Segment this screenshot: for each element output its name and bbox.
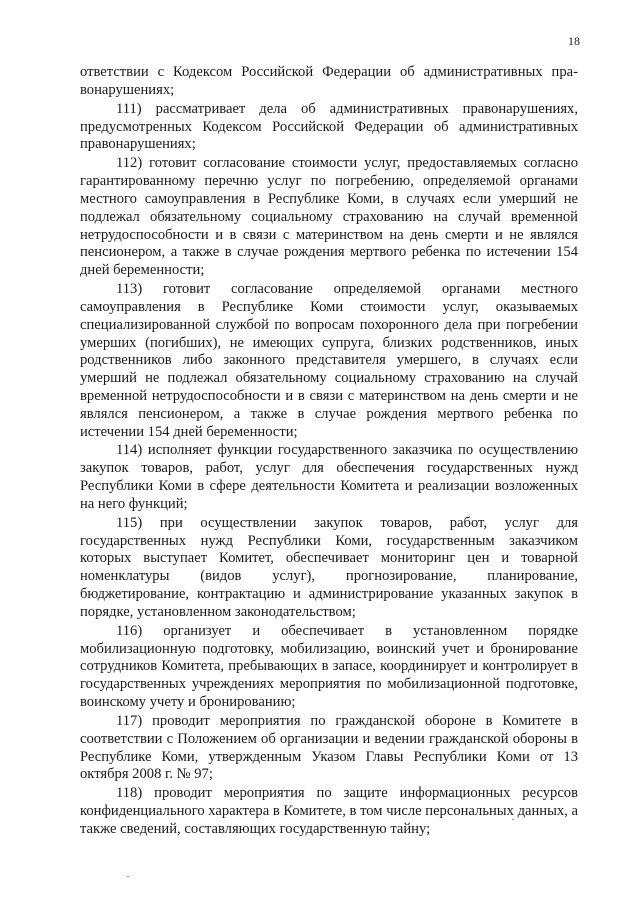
document-body [80,64,578,840]
paragraph-116: 116) организует и обеспечивает в установленном порядке мобилизационную подготовку, мобилизацию, воинский учет и бронирование сотрудников Комитета, пребывающих в запасе, координирует и контролирует в государственных учреждениях мероприятия по мобилизационной подготовке, воинскому учету и бронированию; [80,622,578,711]
page-number: 18 [568,34,580,48]
paragraph-114: 114) исполняет функции государственного заказчика по осуществлению закупок товаров, работ, услуг для обеспечения государственных нужд Республики Коми в сфере деятельности Комитета и реализации возложенных на него функций; [80,442,578,512]
scan-speck [512,819,514,820]
paragraph-117: 117) проводит мероприятия по гражданской обороне в Комитете в соответствии с Положением об организации и ведении гражданской обороны в Республике Коми, утвержденным Указом Главы Республики Коми от 13 октября 2008 г. № 97; [80,713,578,783]
paragraph-111: 111) рассматривает дела об административных правонарушениях, предусмотренных Кодексом Российской Федерации об административных правонарушениях; [80,100,578,153]
scan-speck [127,876,129,877]
paragraph-continuation: ответствии с Кодексом Российской Федерации об административных пра-вонарушениях; [80,64,578,98]
paragraph-112: 112) готовит согласование стоимости услуг, предоставляемых согласно гарантированному перечню услуг по погребению, определяемой органами местного самоуправления в Республике Коми, в случаях если умерший не подлежал обязательному социальному страхованию на случай временной нетрудоспособности и в связи с материнством на день смерти и не являлся пенсионером, а также в случае рождения мертвого ребенка по истечении 154 дней беременности; [80,155,578,279]
paragraph-118: 118) проводит мероприятия по защите информационных ресурсов конфиденциального характера в Комитете, в том числе персональных данных, а также сведений, составляющих государственную тайну; [80,785,578,837]
paragraph-113: 113) готовит согласование определяемой органами местного самоуправления в Республике Коми стоимости услуг, оказываемых специализированной службой по вопросам похоронного дела при погребении умерших (погибших), не имеющих супруга, близких родственников, иных родственников либо законного представителя умершего, в случаях если умерший не подлежал обязательному социальному страхованию на случай временной нетрудоспособности и в связи с материнством на день смерти и не являлся пенсионером, а также в случае рождения мертвого ребенка по истечении 154 дней беременности; [80,281,578,440]
paragraph-115: 115) при осуществлении закупок товаров, работ, услуг для государственных нужд Республики Коми, государственным заказчиком которых выступает Комитет, обеспечивает мониторинг цен и товарной номенклатуры (видов услуг), прогнозирование, планирование, бюджетирование, контрактацию и администрирование указанных закупок в порядке, установленном законодательством; [80,514,578,620]
